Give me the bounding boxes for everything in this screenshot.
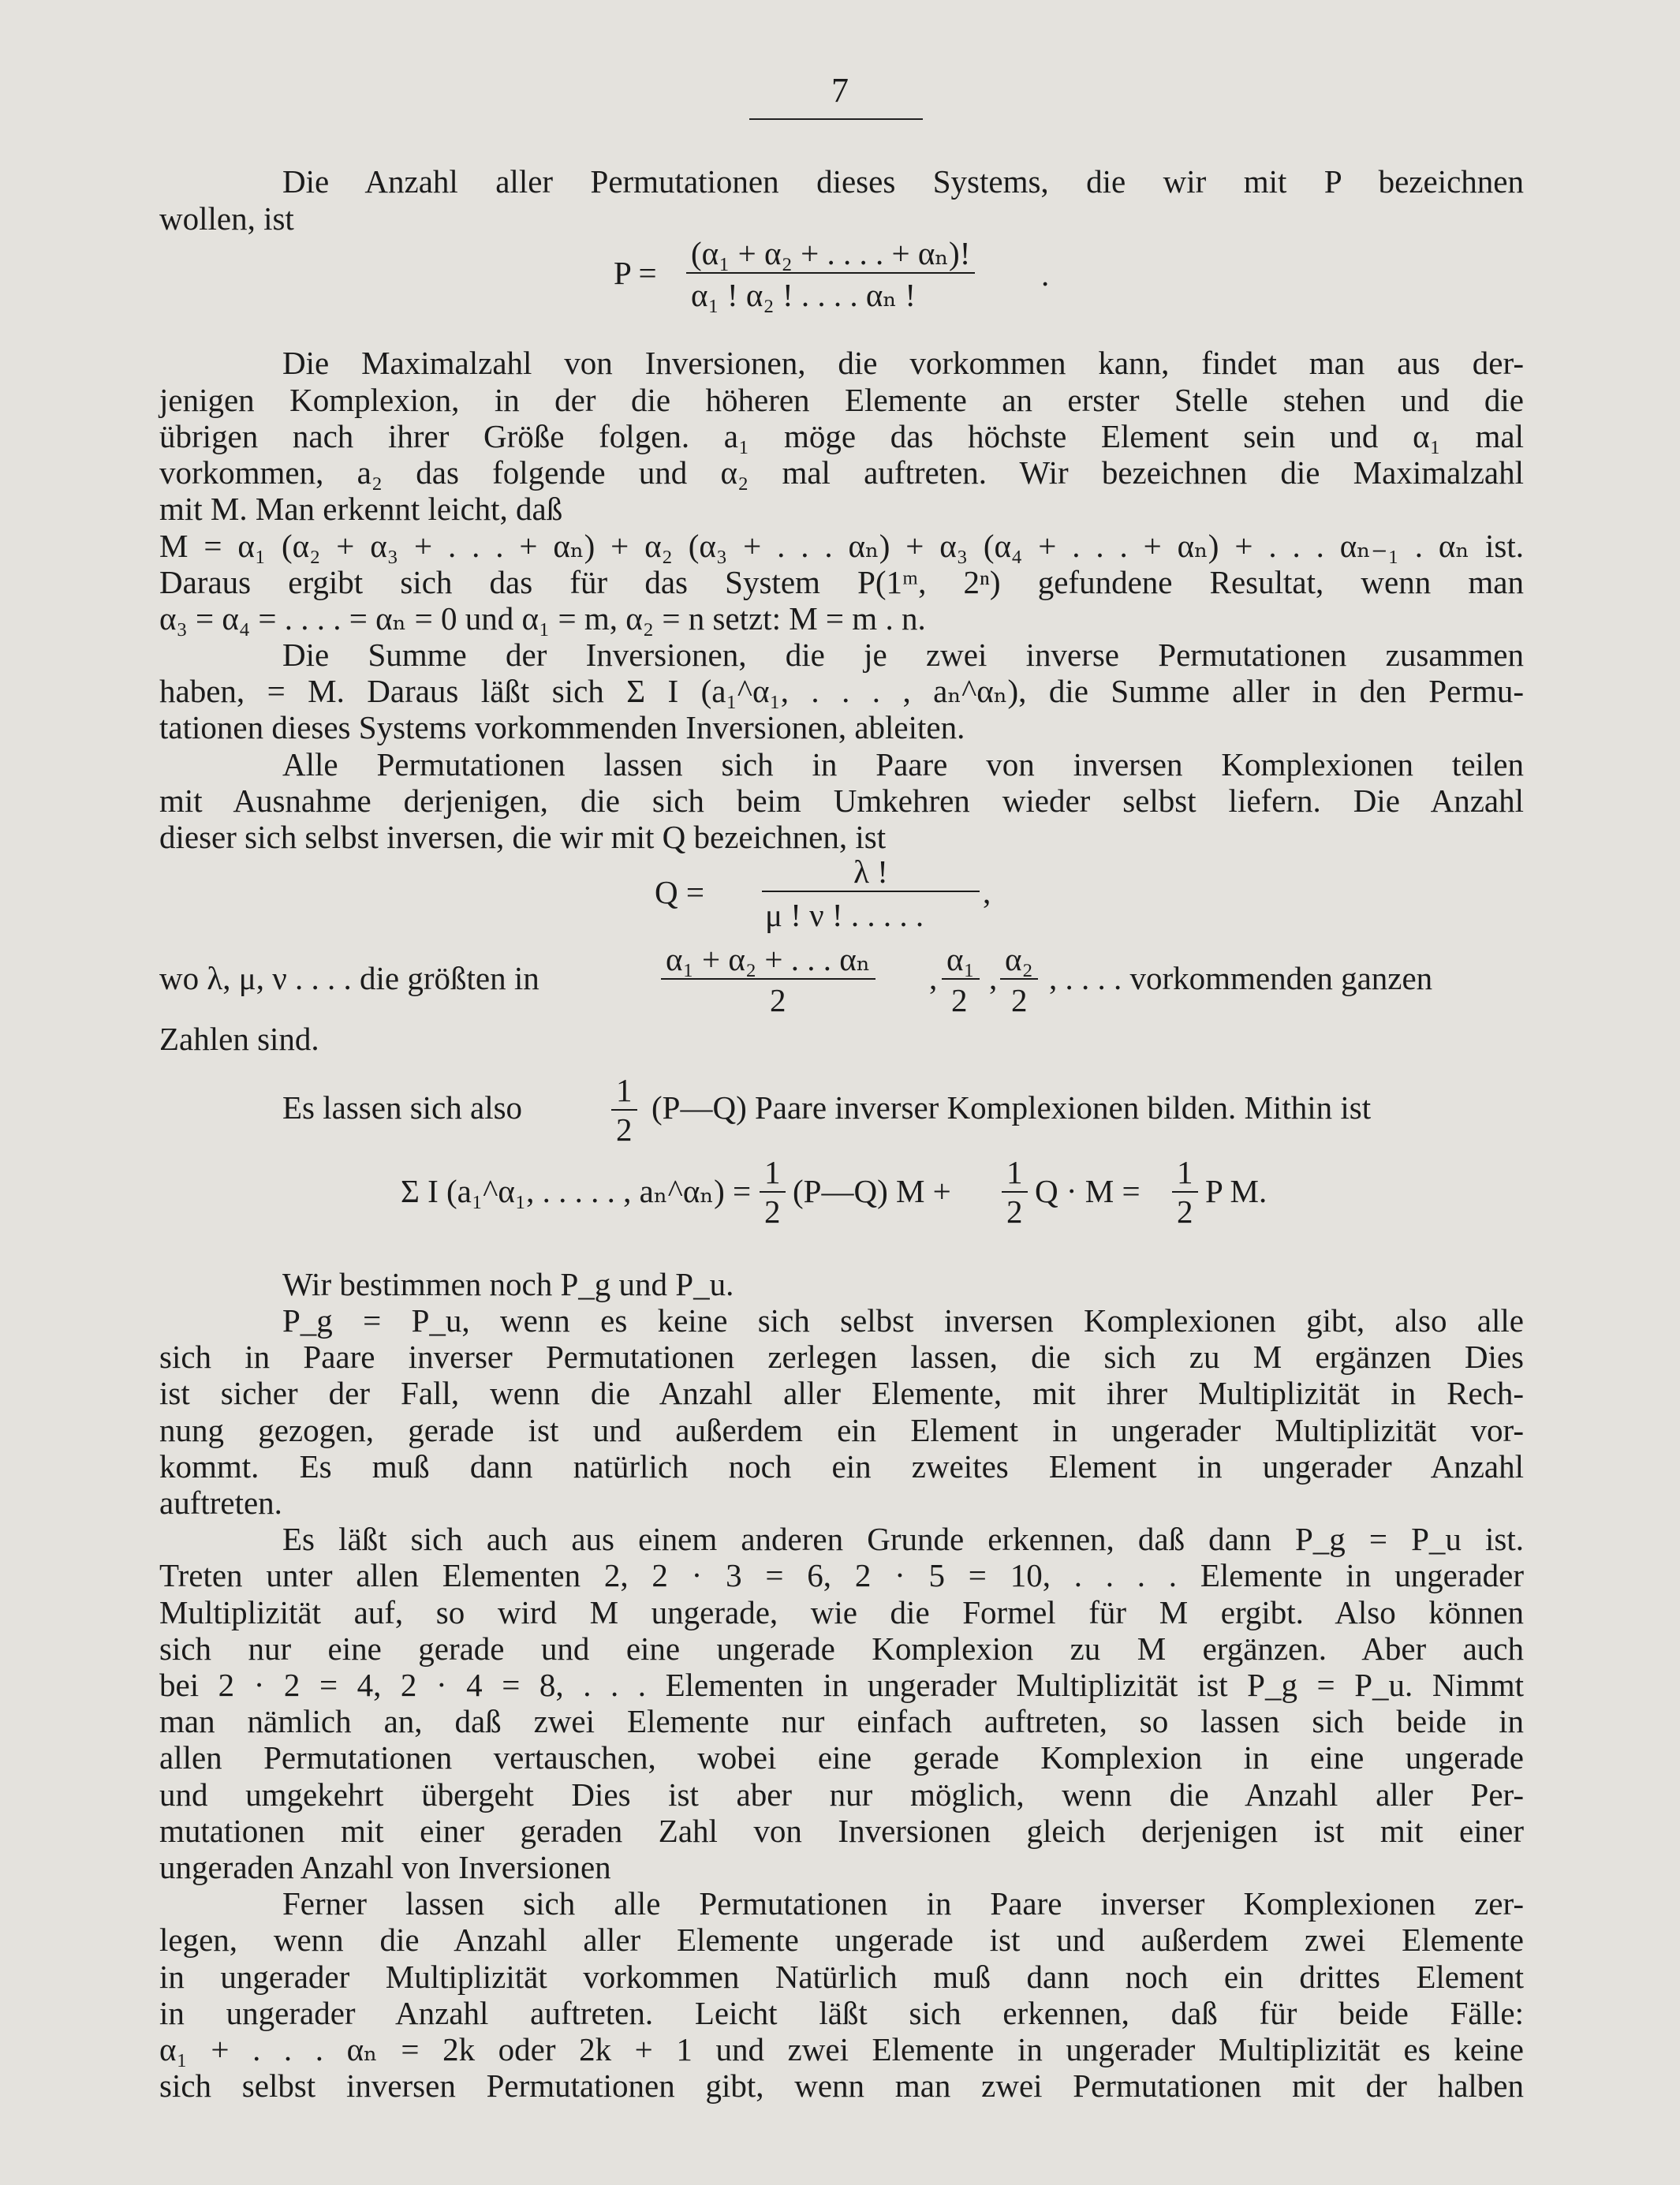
fraction-denominator: 2 <box>770 982 786 1018</box>
text-line: sich selbst inversen Permutationen gibt, wenn man zwei Permutationen mit der halben <box>159 2067 1524 2104</box>
text-line: legen, wenn die Anzahl aller Elemente ungerade ist und außerdem zwei Elemente <box>159 1922 1524 1958</box>
formula-fragment: Q · M = <box>1035 1173 1141 1209</box>
text-line: allen Permutationen vertauschen, wobei eine gerade Komplexion in eine ungerade <box>159 1739 1524 1776</box>
text-line: Treten unter allen Elementen 2, 2 · 3 = 6, 2 · 5 = 10, . . . . Elemente in ungerader <box>159 1557 1524 1593</box>
formula-lhs: Q = <box>655 874 704 910</box>
text-line: und umgekehrt übergeht Dies ist aber nur möglich, wenn die Anzahl aller Per- <box>159 1776 1524 1813</box>
text-line: Es läßt sich auch aus einem anderen Grunde erkennen, daß dann P_g = P_u ist. <box>282 1521 1524 1557</box>
formula-punct: . <box>1041 256 1050 293</box>
fraction-numerator: 1 <box>760 1153 786 1193</box>
formula-denominator: μ ! ν ! . . . . . <box>765 897 924 933</box>
text-line: nung gezogen, gerade ist und außerdem ein Element in ungerader Multiplizität vor- <box>159 1412 1524 1448</box>
fraction-numerator: α₁ <box>942 940 980 980</box>
text-line: ist sicher der Fall, wenn die Anzahl aller Elemente, mit ihrer Multiplizität in Rech- <box>159 1375 1524 1411</box>
fraction-punct: , <box>989 960 998 996</box>
fraction-denominator: 2 <box>764 1193 781 1230</box>
formula-lhs: P = <box>614 255 657 291</box>
text-line: dieser sich selbst inversen, die wir mit Q bezeichnen, ist <box>159 819 887 855</box>
text-line: übrigen nach ihrer Größe folgen. a₁ möge das höchste Element sein und α₁ mal <box>159 418 1524 454</box>
text-line: P_g = P_u, wenn es keine sich selbst inversen Komplexionen gibt, also alle <box>282 1302 1524 1339</box>
text-line: α₁ + . . . αₙ = 2k oder 2k + 1 und zwei Elemente in ungerader Multiplizität es keine <box>159 2031 1524 2067</box>
formula-numerator: (α₁ + α₂ + . . . . + αₙ)! <box>686 234 975 274</box>
text-line: vorkommen, a₂ das folgende und α₂ mal auftreten. Wir bezeichnen die Maximalzahl <box>159 454 1524 491</box>
page-number: 7 <box>831 71 849 110</box>
fraction-denominator: 2 <box>1177 1193 1193 1230</box>
text-line: ungeraden Anzahl von Inversionen <box>159 1849 611 1885</box>
text-line: in ungerader Multiplizität vorkommen Natürlich muß dann noch ein drittes Element <box>159 1959 1524 1995</box>
formula-denominator: α₁ ! α₂ ! . . . . αₙ ! <box>691 277 916 313</box>
fraction-denominator: 2 <box>1006 1193 1023 1230</box>
text-line: α₃ = α₄ = . . . . = αₙ = 0 und α₁ = m, α₂ = n setzt: M = m . n. <box>159 600 926 637</box>
fraction-numerator: α₁ + α₂ + . . . αₙ <box>661 940 875 980</box>
text-line: Die Maximalzahl von Inversionen, die vorkommen kann, findet man aus der- <box>282 345 1524 381</box>
text-line: Ferner lassen sich alle Permutationen in Paare inverser Komplexionen zer- <box>282 1885 1524 1922</box>
text-line: in ungerader Anzahl auftreten. Leicht läßt sich erkennen, daß für beide Fälle: <box>159 1995 1524 2031</box>
text-line: Alle Permutationen lassen sich in Paare von inversen Komplexionen teilen <box>282 746 1524 782</box>
formula-line: M = α₁ (α₂ + α₃ + . . . + αₙ) + α₂ (α₃ + . . . αₙ) + α₃ (α₄ + . . . + αₙ) + . . . αₙ₋₁ . αₙ ist. <box>159 528 1524 564</box>
fraction-denominator: 2 <box>951 982 968 1018</box>
text-line: tationen dieses Systems vorkommenden Inversionen, ableiten. <box>159 709 965 745</box>
text-line: Die Summe der Inversionen, die je zwei inverse Permutationen zusammen <box>282 637 1524 673</box>
text-line: wollen, ist <box>159 200 294 237</box>
text-fragment: Es lassen sich also <box>282 1089 523 1126</box>
fraction-numerator: 1 <box>611 1071 637 1111</box>
fraction-numerator: α₂ <box>1000 940 1038 980</box>
fraction-numerator: 1 <box>1172 1153 1198 1193</box>
text-line: Zahlen sind. <box>159 1021 319 1057</box>
text-line: Multiplizität auf, so wird M ungerade, wie die Formel für M ergibt. Also können <box>159 1594 1524 1630</box>
text-fragment: , . . . . vorkommenden ganzen <box>1049 960 1433 996</box>
fraction-numerator: 1 <box>1002 1153 1028 1193</box>
text-fragment: (P—Q) Paare inverser Komplexionen bilden. Mithin ist <box>651 1089 1372 1126</box>
header-rule <box>749 118 923 120</box>
formula-lhs: Σ I (a₁^α₁, . . . . . , aₙ^αₙ) = <box>401 1173 752 1209</box>
formula-numerator: λ ! <box>762 853 980 892</box>
text-line: jenigen Komplexion, in der die höheren Elemente an erster Stelle stehen und die <box>159 382 1524 418</box>
text-line: sich in Paare inverser Permutationen zerlegen lassen, die sich zu M ergänzen Dies <box>159 1339 1524 1375</box>
text-line: auftreten. <box>159 1485 282 1521</box>
text-line: mit M. Man erkennt leicht, daß <box>159 491 563 527</box>
formula-punct: , <box>983 874 991 910</box>
text-fragment: wo λ, μ, ν . . . . die größten in <box>159 960 539 996</box>
text-line: bei 2 · 2 = 4, 2 · 4 = 8, . . . Elementen in ungerader Multiplizität ist P_g = P_u. Nimmt <box>159 1667 1524 1703</box>
text-line: mit Ausnahme derjenigen, die sich beim Umkehren wieder selbst liefern. Die Anzahl <box>159 782 1524 819</box>
text-line: man nämlich an, daß zwei Elemente nur einfach auftreten, so lassen sich beide in <box>159 1703 1524 1739</box>
text-line: haben, = M. Daraus läßt sich Σ I (a₁^α₁, . . . , aₙ^αₙ), die Summe aller in den Permu- <box>159 673 1524 709</box>
fraction-denominator: 2 <box>616 1111 633 1148</box>
fraction-denominator: 2 <box>1011 982 1028 1018</box>
text-line: Wir bestimmen noch P_g und P_u. <box>282 1266 734 1302</box>
text-line: kommt. Es muß dann natürlich noch ein zweites Element in ungerader Anzahl <box>159 1448 1524 1485</box>
text-line: sich nur eine gerade und eine ungerade Komplexion zu M ergänzen. Aber auch <box>159 1630 1524 1667</box>
fraction-punct: , <box>929 960 938 996</box>
formula-fragment: (P—Q) M + <box>793 1173 951 1209</box>
text-line: Die Anzahl aller Permutationen dieses Systems, die wir mit P bezeichnen <box>282 163 1524 200</box>
formula-fragment: P M. <box>1205 1173 1267 1209</box>
text-line: Daraus ergibt sich das für das System P(1ᵐ, 2ⁿ) gefundene Resultat, wenn man <box>159 564 1524 600</box>
text-line: mutationen mit einer geraden Zahl von Inversionen gleich derjenigen ist mit einer <box>159 1813 1524 1849</box>
